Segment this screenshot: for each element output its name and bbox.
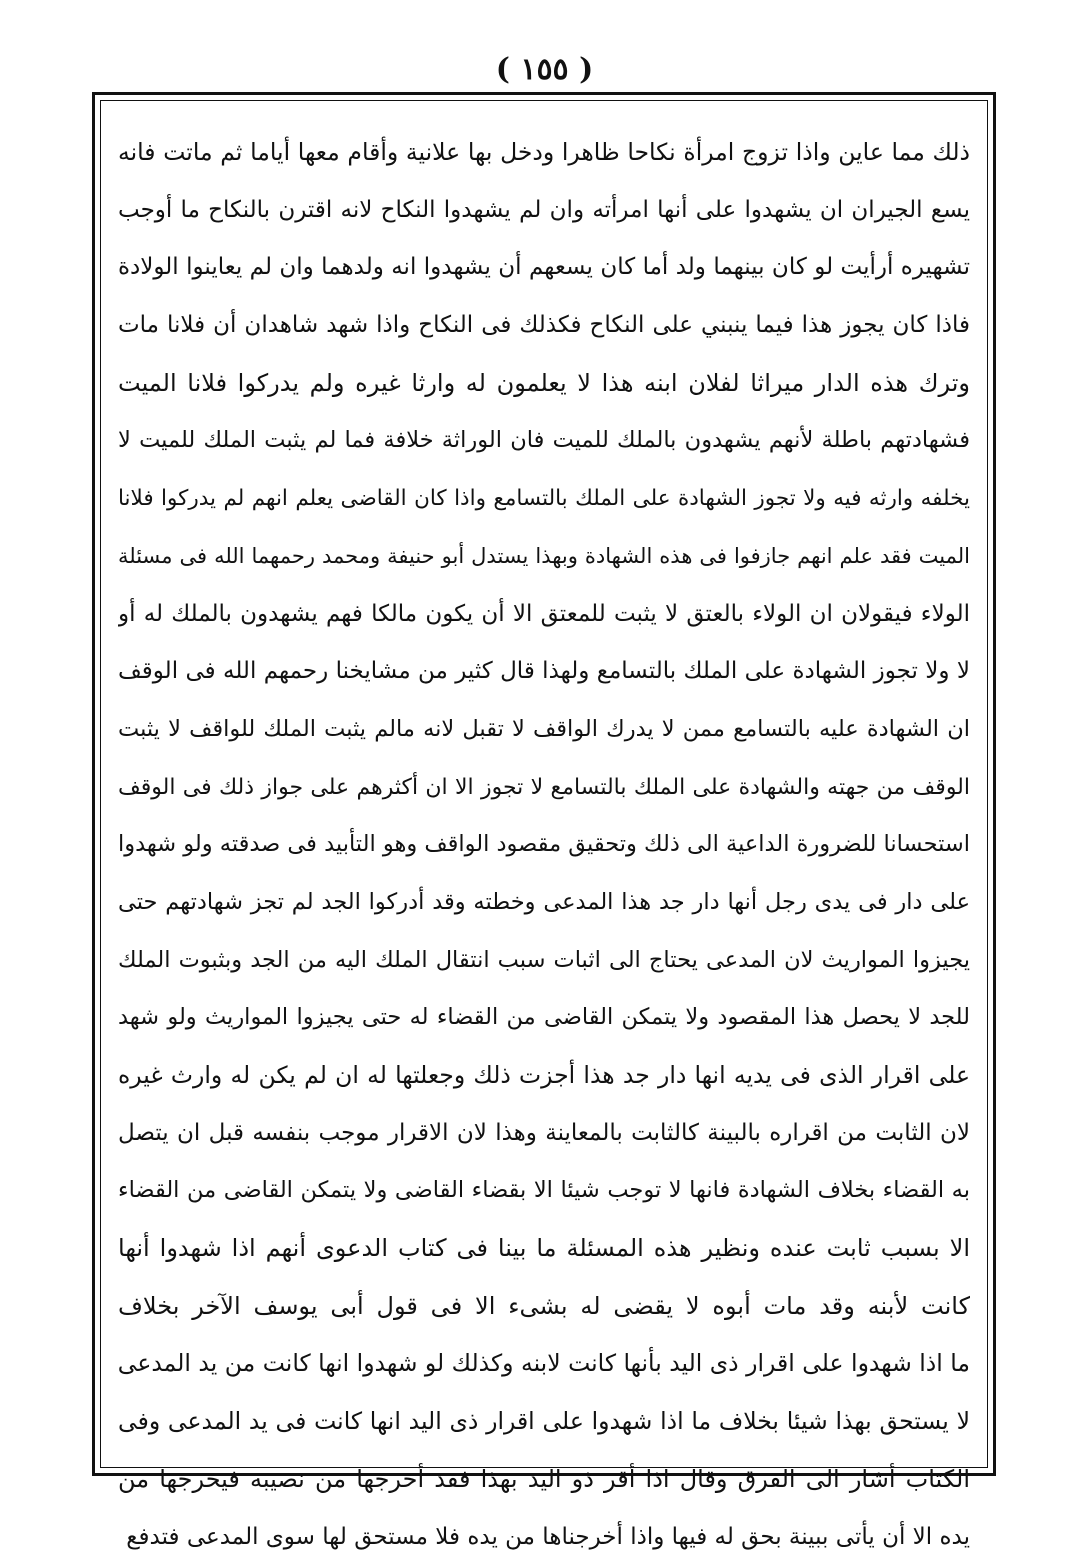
text-line: يجيزوا المواريث لان المدعى يحتاج الى اثبات سبب انتقال الملك اليه من الجد وبثبوت الملك: [118, 932, 970, 990]
text-line: استحسانا للضرورة الداعية الى ذلك وتحقيق مقصود الواقف وهو التأبيد فى صدقته ولو شهدوا: [118, 816, 970, 874]
text-line: لا يستحق بهذا شيئا بخلاف ما اذا شهدوا على اقرار ذى اليد انها كانت فى يد المدعى وفى: [118, 1393, 970, 1451]
text-line: لان الثابت من اقراره بالبينة كالثابت بالمعاينة وهذا لان الاقرار موجب بنفسه قبل ان يتصل: [118, 1105, 970, 1163]
text-line: وترك هذه الدار ميراثا لفلان ابنه هذا لا يعلمون له وارثا غيره ولم يدركوا فلانا الميت: [118, 355, 970, 413]
text-line: ذلك مما عاين واذا تزوج امرأة نكاحا ظاهرا ودخل بها علانية وأقام معها أياما ثم ماتت فانه: [118, 124, 970, 182]
text-line: يده الا أن يأتى ببينة بحق له فيها واذا أخرجناها من يده فلا مستحق لها سوى المدعى فتدفع: [118, 1509, 970, 1566]
text-line: فاذا كان يجوز هذا فيما ينبني على النكاح فكذلك فى النكاح واذا شهد شاهدان أن فلانا مات: [118, 297, 970, 355]
text-line: تشهيره أرأيت لو كان بينهما ولد أما كان يسعهم أن يشهدوا انه ولدهما وان لم يعاينوا الولادة: [118, 239, 970, 297]
text-line: كانت لأبنه وقد مات أبوه لا يقضى له بشىء الا فى قول أبى يوسف الآخر بخلاف: [118, 1278, 970, 1336]
text-line: الولاء فيقولان ان الولاء بالعتق لا يثبت للمعتق الا أن يكون مالكا فهم يشهدون بالملك له أو: [118, 586, 970, 644]
text-line: على دار فى يدى رجل أنها دار جد هذا المدعى وخطته وقد أدركوا الجد لم تجز شهادتهم حتى: [118, 874, 970, 932]
page-number: ( ١٥٥ ): [0, 52, 1089, 87]
text-line: به القضاء بخلاف الشهادة فانها لا توجب شيئا الا بقضاء القاضى ولا يتمكن القاضى من القضاء: [118, 1162, 970, 1220]
text-line: على اقرار الذى فى يديه انها دار جد هذا أجزت ذلك وجعلتها له ان لم يكن له وارث غيره: [118, 1047, 970, 1105]
text-line: فشهادتهم باطلة لأنهم يشهدون بالملك للميت فان الوراثة خلافة فما لم يثبت الملك للميت لا: [118, 412, 970, 470]
text-line: للجد لا يحصل هذا المقصود ولا يتمكن القاضى من القضاء له حتى يجيزوا المواريث ولو شهد: [118, 989, 970, 1047]
text-line: يسع الجيران ان يشهدوا على أنها امرأته وان لم يشهدوا النكاح لانه اقترن بالنكاح ما أوجب: [118, 182, 970, 240]
text-line: يخلفه وارثه فيه ولا تجوز الشهادة على الملك بالتسامع واذا كان القاضى يعلم انهم لم يدركوا فلانا: [118, 470, 970, 528]
text-line: الا بسبب ثابت عنده ونظير هذه المسئلة ما بينا فى كتاب الدعوى أنهم اذا شهدوا أنها: [118, 1220, 970, 1278]
body-text: [118, 124, 970, 1566]
text-line: الميت فقد علم انهم جازفوا فى هذه الشهادة وبهذا يستدل أبو حنيفة ومحمد رحمهما الله فى مسئلة: [118, 528, 970, 586]
text-line: ان الشهادة عليه بالتسامع ممن لا يدرك الواقف لا تقبل لانه مالم يثبت الملك للواقف لا يثبت: [118, 701, 970, 759]
text-line: لا ولا تجوز الشهادة على الملك بالتسامع ولهذا قال كثير من مشايخنا رحمهم الله فى الوقف: [118, 643, 970, 701]
text-line: الكتاب أشار الى الفرق وقال اذا أقر ذو اليد بهذا فقد أخرجها من نصيبه فيخرجها من: [118, 1451, 970, 1509]
text-line: ما اذا شهدوا على اقرار ذى اليد بأنها كانت لابنه وكذلك لو شهدوا انها كانت من يد المدعى: [118, 1335, 970, 1393]
text-line: الوقف من جهته والشهادة على الملك بالتسامع لا تجوز الا ان أكثرهم على جواز ذلك فى الوقف: [118, 759, 970, 817]
